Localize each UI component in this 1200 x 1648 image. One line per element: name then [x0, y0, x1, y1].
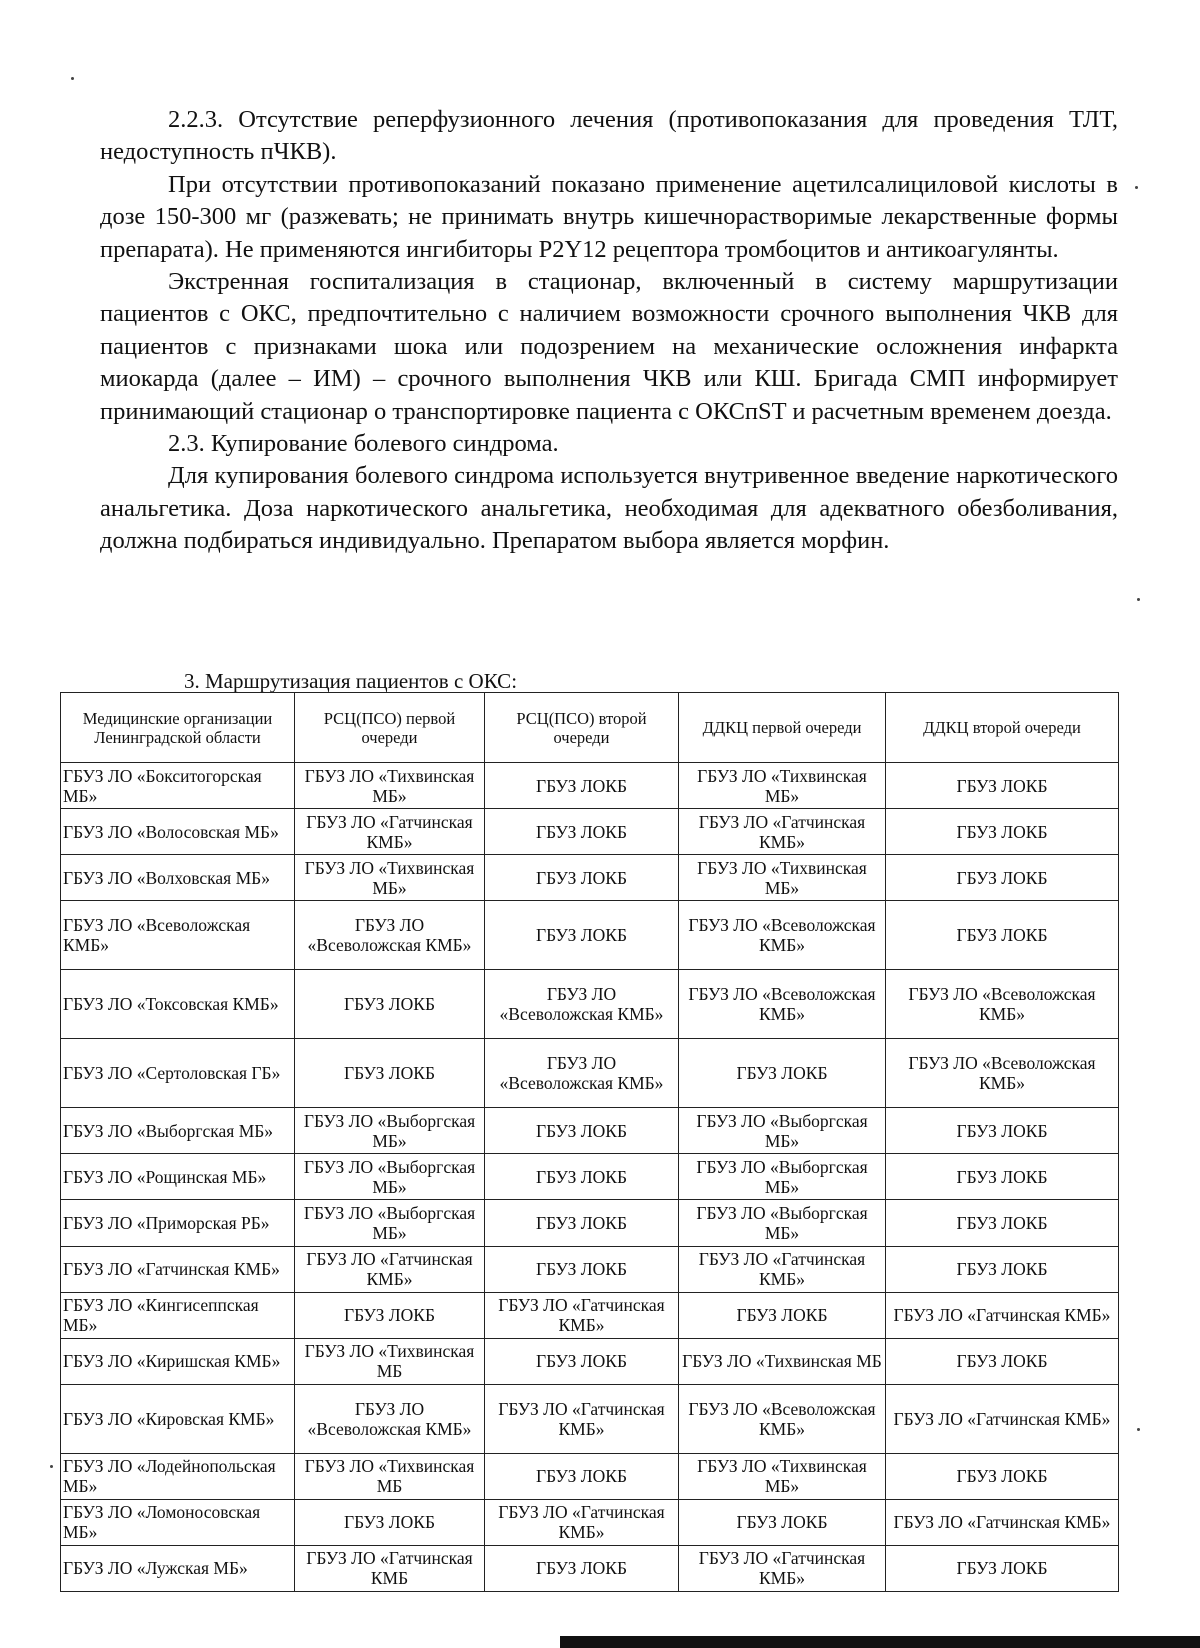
- table-row: [61, 901, 1119, 970]
- routing-cell: ГБУЗ ЛО «Выборгская МБ»: [295, 1154, 485, 1200]
- routing-cell: ГБУЗ ЛО «Тихвинская МБ: [679, 1338, 886, 1384]
- routing-cell: ГБУЗ ЛОКБ: [886, 1545, 1119, 1591]
- header-ddkc-first: ДДКЦ первой очереди: [679, 693, 886, 763]
- routing-cell: ГБУЗ ЛО «Гатчинская КМБ»: [485, 1499, 679, 1545]
- routing-cell: ГБУЗ ЛО «Всеволожская КМБ»: [886, 970, 1119, 1039]
- routing-cell: ГБУЗ ЛО «Тихвинская МБ»: [679, 763, 886, 809]
- routing-cell: ГБУЗ ЛОКБ: [886, 1108, 1119, 1154]
- organization-cell: ГБУЗ ЛО «Гатчинская КМБ»: [61, 1246, 295, 1292]
- routing-cell: ГБУЗ ЛОКБ: [886, 1338, 1119, 1384]
- routing-cell: ГБУЗ ЛОКБ: [485, 1154, 679, 1200]
- table-body: [61, 763, 1119, 1592]
- table-header-row: [61, 693, 1119, 763]
- routing-cell: ГБУЗ ЛОКБ: [485, 1453, 679, 1499]
- table-row: [61, 1292, 1119, 1338]
- routing-cell: ГБУЗ ЛО «Гатчинская КМБ: [295, 1545, 485, 1591]
- routing-cell: ГБУЗ ЛО «Всеволожская КМБ»: [679, 970, 886, 1039]
- routing-cell: ГБУЗ ЛОКБ: [679, 1292, 886, 1338]
- table-row: [61, 763, 1119, 809]
- organization-cell: ГБУЗ ЛО «Рощинская МБ»: [61, 1154, 295, 1200]
- table-caption: 3. Маршрутизация пациентов с ОКС:: [184, 669, 518, 693]
- routing-cell: ГБУЗ ЛОКБ: [295, 1499, 485, 1545]
- routing-cell: ГБУЗ ЛОКБ: [886, 763, 1119, 809]
- routing-cell: ГБУЗ ЛО «Тихвинская МБ»: [679, 1453, 886, 1499]
- organization-cell: ГБУЗ ЛО «Киришская КМБ»: [61, 1338, 295, 1384]
- routing-cell: ГБУЗ ЛОКБ: [485, 809, 679, 855]
- table-row: [61, 855, 1119, 901]
- organization-cell: ГБУЗ ЛО «Приморская РБ»: [61, 1200, 295, 1246]
- routing-cell: ГБУЗ ЛО «Выборгская МБ»: [295, 1200, 485, 1246]
- routing-cell: ГБУЗ ЛО «Гатчинская КМБ»: [679, 1545, 886, 1591]
- body-text: [100, 104, 1118, 558]
- routing-cell: ГБУЗ ЛОКБ: [886, 855, 1119, 901]
- routing-cell: ГБУЗ ЛОКБ: [295, 1039, 485, 1108]
- routing-cell: ГБУЗ ЛО «Гатчинская КМБ»: [679, 1246, 886, 1292]
- table-row: [61, 1545, 1119, 1591]
- routing-cell: ГБУЗ ЛОКБ: [295, 970, 485, 1039]
- routing-cell: ГБУЗ ЛО «Выборгская МБ»: [679, 1200, 886, 1246]
- paragraph: Экстренная госпитализация в стационар, включенный в систему маршрутизации пациентов с ОКС, предпочтительно с наличием возможности срочного выполнения ЧКВ для пациентов с признаками шока или подозрением на механические осложнения инфаркта миокарда (далее – ИМ) – срочного выполнения ЧКВ или КШ. Бригада СМП информирует принимающий стационар о транспортировке пациента с ОКСпST и расчетным временем доезда.: [100, 268, 1118, 425]
- routing-cell: ГБУЗ ЛОКБ: [679, 1039, 886, 1108]
- routing-cell: ГБУЗ ЛОКБ: [485, 855, 679, 901]
- table-row: [61, 1200, 1119, 1246]
- routing-cell: ГБУЗ ЛОКБ: [679, 1499, 886, 1545]
- scan-speck: [71, 77, 74, 80]
- table-row: [61, 1246, 1119, 1292]
- organization-cell: ГБУЗ ЛО «Сертоловская ГБ»: [61, 1039, 295, 1108]
- table-row: [61, 1154, 1119, 1200]
- organization-cell: ГБУЗ ЛО «Волосовская МБ»: [61, 809, 295, 855]
- scan-speck: [1137, 1428, 1140, 1431]
- routing-table: [60, 692, 1119, 1592]
- routing-cell: ГБУЗ ЛО «Всеволожская КМБ»: [679, 1384, 886, 1453]
- routing-cell: ГБУЗ ЛОКБ: [485, 1545, 679, 1591]
- routing-cell: ГБУЗ ЛО «Тихвинская МБ»: [295, 855, 485, 901]
- scan-edge: [560, 1636, 1200, 1648]
- section-heading: 2.3. Купирование болевого синдрома.: [168, 430, 559, 458]
- organization-cell: ГБУЗ ЛО «Выборгская МБ»: [61, 1108, 295, 1154]
- routing-cell: ГБУЗ ЛОКБ: [485, 1338, 679, 1384]
- routing-cell: ГБУЗ ЛО «Тихвинская МБ»: [295, 763, 485, 809]
- scan-speck: [50, 1465, 53, 1468]
- routing-cell: ГБУЗ ЛОКБ: [886, 1154, 1119, 1200]
- routing-cell: ГБУЗ ЛО «Выборгская МБ»: [295, 1108, 485, 1154]
- organization-cell: ГБУЗ ЛО «Кингисеппская МБ»: [61, 1292, 295, 1338]
- routing-cell: ГБУЗ ЛОКБ: [886, 809, 1119, 855]
- routing-cell: ГБУЗ ЛО «Тихвинская МБ: [295, 1453, 485, 1499]
- table-row: [61, 1384, 1119, 1453]
- table-row: [61, 1338, 1119, 1384]
- routing-cell: ГБУЗ ЛО «Гатчинская КМБ»: [886, 1292, 1119, 1338]
- routing-cell: ГБУЗ ЛОКБ: [485, 901, 679, 970]
- routing-cell: ГБУЗ ЛО «Всеволожская КМБ»: [886, 1039, 1119, 1108]
- table-row: [61, 1453, 1119, 1499]
- routing-cell: ГБУЗ ЛО «Гатчинская КМБ»: [485, 1384, 679, 1453]
- scan-speck: [1137, 598, 1140, 601]
- routing-cell: ГБУЗ ЛОКБ: [295, 1292, 485, 1338]
- routing-cell: ГБУЗ ЛО «Гатчинская КМБ»: [679, 809, 886, 855]
- organization-cell: ГБУЗ ЛО «Лодейнопольская МБ»: [61, 1453, 295, 1499]
- organization-cell: ГБУЗ ЛО «Бокситогорская МБ»: [61, 763, 295, 809]
- routing-cell: ГБУЗ ЛО «Гатчинская КМБ»: [886, 1499, 1119, 1545]
- scan-speck: [1135, 186, 1138, 189]
- routing-cell: ГБУЗ ЛО «Всеволожская КМБ»: [295, 901, 485, 970]
- table-row: [61, 970, 1119, 1039]
- paragraph: Для купирования болевого синдрома используется внутривенное введение наркотического анальгетика. Доза наркотического анальгетика, необходимая для адекватного обезболивания, должна подбираться индивидуально. Препаратом выбора является морфин.: [100, 462, 1118, 555]
- routing-cell: ГБУЗ ЛО «Гатчинская КМБ»: [295, 809, 485, 855]
- header-organizations: Медицинские организации Ленинградской области: [61, 693, 295, 763]
- paragraph: При отсутствии противопоказаний показано применение ацетилсалициловой кислоты в дозе 150-300 мг (разжевать; не принимать внутрь кишечнорастворимые лекарственные формы препарата). Не применяются ингибиторы P2Y12 рецептора тромбоцитов и антикоагулянты.: [100, 170, 1118, 263]
- routing-cell: ГБУЗ ЛО «Тихвинская МБ»: [679, 855, 886, 901]
- routing-cell: ГБУЗ ЛО «Всеволожская КМБ»: [295, 1384, 485, 1453]
- routing-cell: ГБУЗ ЛОКБ: [886, 901, 1119, 970]
- routing-cell: ГБУЗ ЛО «Гатчинская КМБ»: [886, 1384, 1119, 1453]
- routing-cell: ГБУЗ ЛО «Выборгская МБ»: [679, 1108, 886, 1154]
- routing-cell: ГБУЗ ЛОКБ: [886, 1246, 1119, 1292]
- organization-cell: ГБУЗ ЛО «Кировская КМБ»: [61, 1384, 295, 1453]
- routing-cell: ГБУЗ ЛО «Всеволожская КМБ»: [485, 970, 679, 1039]
- organization-cell: ГБУЗ ЛО «Всеволожская КМБ»: [61, 901, 295, 970]
- header-rsc-second: РСЦ(ПСО) второй очереди: [485, 693, 679, 763]
- table-row: [61, 1499, 1119, 1545]
- routing-cell: ГБУЗ ЛО «Гатчинская КМБ»: [295, 1246, 485, 1292]
- table-row: [61, 1039, 1119, 1108]
- organization-cell: ГБУЗ ЛО «Лужская МБ»: [61, 1545, 295, 1591]
- table-row: [61, 1108, 1119, 1154]
- routing-cell: ГБУЗ ЛО «Всеволожская КМБ»: [485, 1039, 679, 1108]
- routing-cell: ГБУЗ ЛОКБ: [886, 1200, 1119, 1246]
- routing-cell: ГБУЗ ЛО «Всеволожская КМБ»: [679, 901, 886, 970]
- paragraph: 2.2.3. Отсутствие реперфузионного лечения (противопоказания для проведения ТЛТ, недоступность пЧКВ).: [100, 106, 1118, 166]
- routing-cell: ГБУЗ ЛОКБ: [886, 1453, 1119, 1499]
- header-rsc-first: РСЦ(ПСО) первой очереди: [295, 693, 485, 763]
- organization-cell: ГБУЗ ЛО «Волховская МБ»: [61, 855, 295, 901]
- routing-cell: ГБУЗ ЛО «Тихвинская МБ: [295, 1338, 485, 1384]
- routing-cell: ГБУЗ ЛОКБ: [485, 1246, 679, 1292]
- organization-cell: ГБУЗ ЛО «Токсовская КМБ»: [61, 970, 295, 1039]
- routing-cell: ГБУЗ ЛОКБ: [485, 1108, 679, 1154]
- routing-cell: ГБУЗ ЛО «Выборгская МБ»: [679, 1154, 886, 1200]
- routing-cell: ГБУЗ ЛО «Гатчинская КМБ»: [485, 1292, 679, 1338]
- routing-cell: ГБУЗ ЛОКБ: [485, 1200, 679, 1246]
- header-ddkc-second: ДДКЦ второй очереди: [886, 693, 1119, 763]
- routing-cell: ГБУЗ ЛОКБ: [485, 763, 679, 809]
- organization-cell: ГБУЗ ЛО «Ломоносовская МБ»: [61, 1499, 295, 1545]
- table-row: [61, 809, 1119, 855]
